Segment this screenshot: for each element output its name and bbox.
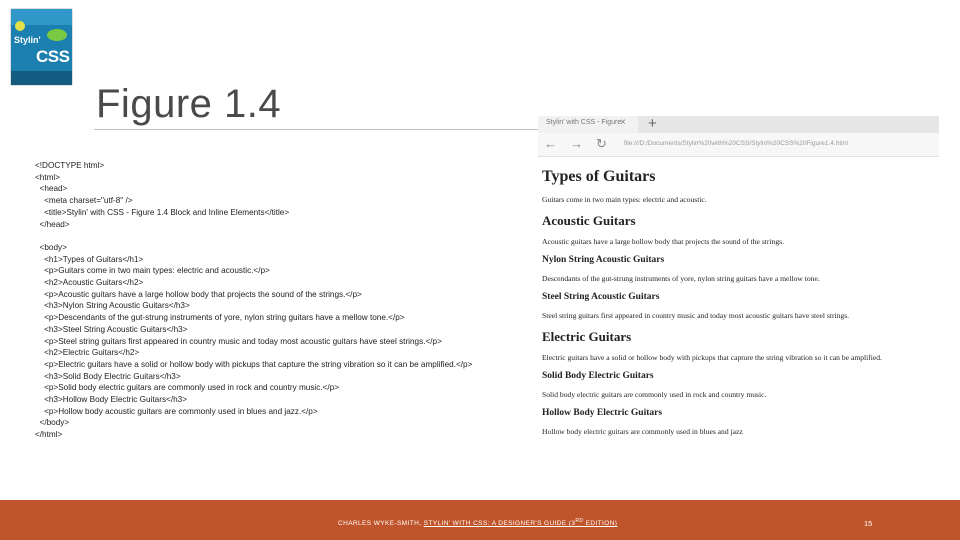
paragraph: Hollow body electric guitars are commonly used in blues and jazz [542, 427, 743, 436]
paragraph: Guitars come in two main types: electric and acoustic. [542, 195, 707, 204]
footer-book-title[interactable]: STYLIN' WITH CSS: A DESIGNER'S GUIDE (3RD EDITION) [423, 518, 618, 528]
browser-tab[interactable] [538, 116, 638, 133]
forward-arrow-icon[interactable]: → [570, 136, 583, 151]
paragraph: Descendants of the gut-strung instruments of yore, nylon string guitars have a mellow tone. [542, 274, 820, 283]
paragraph: Acoustic guitars have a large hollow body that projects the sound of the strings. [542, 237, 784, 246]
cover-title-line1: Stylin' [14, 35, 41, 45]
heading-solid-body: Solid Body Electric Guitars [542, 371, 654, 381]
tab-bar [538, 116, 939, 133]
paragraph: Electric guitars have a solid or hollow body with pickups that capture the string vibration so it can be amplified. [542, 353, 882, 362]
heading-steel: Steel String Acoustic Guitars [542, 292, 660, 302]
footer-author: CHARLES WYKE-SMITH, [338, 520, 424, 528]
navigation-bar [538, 133, 939, 157]
cover-title-line2: CSS [36, 47, 70, 66]
tab-title: Stylin' with CSS - Figure [546, 119, 622, 126]
cover-graphic [47, 29, 67, 41]
cover-bottom-band [11, 71, 72, 85]
cover-badge [15, 21, 25, 31]
heading-acoustic: Acoustic Guitars [542, 213, 636, 228]
heading-nylon: Nylon String Acoustic Guitars [542, 255, 665, 265]
page-number: 15 [864, 519, 873, 528]
heading-electric: Electric Guitars [542, 329, 632, 344]
back-arrow-icon[interactable]: ← [544, 136, 557, 151]
paragraph: Steel string guitars first appeared in country music and today most acoustic guitars have steel strings. [542, 311, 850, 320]
footer-bar [0, 500, 960, 540]
close-tab-icon[interactable]: × [620, 117, 626, 128]
title-divider [94, 129, 538, 130]
rendered-page [542, 168, 935, 445]
book-cover-thumbnail [11, 9, 72, 85]
reload-icon[interactable]: ↻ [596, 136, 607, 151]
paragraph: Solid body electric guitars are commonly used in rock and country music. [542, 390, 767, 399]
page-heading-h1: Types of Guitars [542, 168, 656, 185]
address-bar[interactable]: file:///D:/Documents/Stylin%20with%20CSS/Stylin%20CSS%20Figure1.4.html [624, 140, 848, 147]
browser-window [538, 116, 939, 474]
heading-hollow-body: Hollow Body Electric Guitars [542, 408, 663, 418]
slide-title: Figure 1.4 [96, 82, 282, 126]
footer-citation [338, 518, 617, 527]
new-tab-icon[interactable]: + [648, 115, 657, 132]
code-listing: <!DOCTYPE html> <html> <head> <meta charset="utf-8" /> <title>Stylin' with CSS - Figure 1.4 Block and Inline Elements</title> </head> <body> <h1>Types of Guitars</h1> <p>Guitars come in two main types: electric and acoustic.</p> <h2>Acoustic Guitars</h2> <p>Acoustic guitars have a large hollow body that projects the sound of the strings.</p> <h3>Nylon String Acoustic Guitars</h3> <p>Descendants of the gut-strung instruments of yore, nylon string guitars have a mellow tone.</p> <h3>Steel String Acoustic Guitars</h3> <p>Steel string guitars first appeared in country music and today most acoustic guitars have steel strings.</p> <h2>Electric Guitars</h2> <p>Electric guitars have a solid or hollow body with pickups that capture the string vibration so it can be amplified.</p> <h3>Solid Body Electric Guitars</h3> <p>Solid body electric guitars are commonly used in rock and country music.</p> <h3>Hollow Body Electric Guitars</h3> <p>Hollow body acoustic guitars are commonly used in blues and jazz.</p> </body> </html> [35, 161, 473, 440]
